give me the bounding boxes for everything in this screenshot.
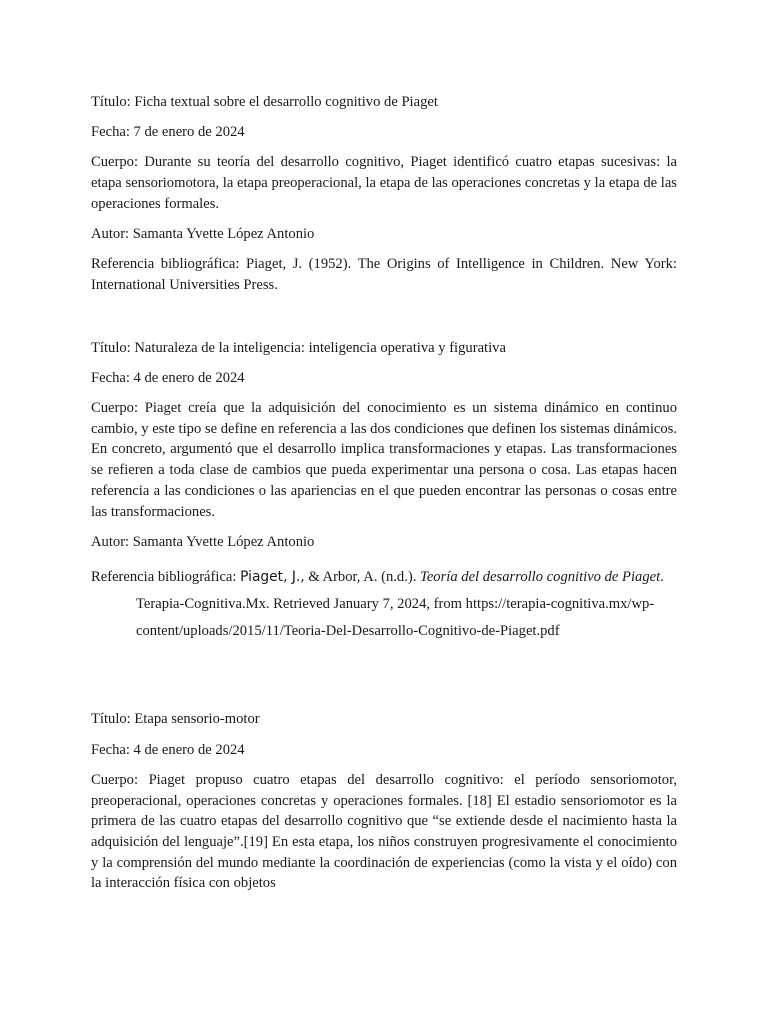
ficha-3-cuerpo: Cuerpo: Piaget propuso cuatro etapas del desarrollo cognitivo: el período sensoriomotor, preoperacional, operaciones concretas y operaciones formales. [18] El estadio sensoriomotor es la primera de las cuatro etapas del desarrollo cognitivo que “se extiende desde el nacimiento hasta la adquisición del lenguaje”.[19] En esta etapa, los niños construyen progresivamente el conocimiento y la comprensión del mundo mediante la coordinación de experiencias (como la vista y el oído) con la interacción física con objetos (91, 771, 677, 892)
ficha-1-cuerpo: Cuerpo: Durante su teoría del desarrollo cognitivo, Piaget identificó cuatro etapas sucesivas: la etapa sensoriomotora, la etapa preoperacional, la etapa de las operaciones concretas y la etapa de las operaciones formales. (91, 154, 677, 212)
ref-rest: . Terapia-Cognitiva.Mx. Retrieved January 7, 2024, from https://terapia-cognitiva.mx/wp-content/uploads/2015/11/Teoria-Del-Desarrollo-Cognitivo-de-Piaget.pdf (136, 569, 664, 640)
ficha-2-cuerpo: Cuerpo: Piaget creía que la adquisición del conocimiento es un sistema dinámico en continuo cambio, y este tipo se define en referencia a las dos condiciones que definen los sistemas dinámicos. En concreto, argumentó que el desarrollo implica transformaciones y etapas. Las transformaciones se refieren a toda clase de cambios que pueda experimentar una persona o cosa. Las etapas hacen referencia a las condiciones o las apariencias en el que pueden encontrar las personas o cosas entre las transformaciones. (91, 400, 677, 520)
ficha-1-referencia: Referencia bibliográfica: Piaget, J. (1952). The Origins of Intelligence in Children. New York: International Universities Press. (91, 256, 677, 293)
ficha-2-titulo: Título: Naturaleza de la inteligencia: inteligencia operativa y figurativa (91, 339, 506, 356)
ref-title: Teoría del desarrollo cognitivo de Piaget (420, 569, 661, 586)
ficha-2-autor: Autor: Samanta Yvette López Antonio (91, 533, 315, 550)
ficha-1-titulo: Título: Ficha textual sobre el desarrollo cognitivo de Piaget (91, 94, 438, 110)
ref-author: Piaget, J., (240, 569, 305, 586)
ficha-1-autor: Autor: Samanta Yvette López Antonio (91, 226, 315, 243)
ficha-3 (91, 709, 677, 894)
ficha-3-titulo: Título: Etapa sensorio-motor (91, 711, 260, 728)
ficha-1-fecha: Fecha: 7 de enero de 2024 (91, 124, 245, 141)
ficha-2-referencia (91, 564, 677, 645)
ficha-3-fecha: Fecha: 4 de enero de 2024 (91, 741, 245, 758)
ficha-1 (91, 92, 677, 296)
ref-mid: & Arbor, A. (n.d.). (304, 569, 421, 586)
document-page (91, 92, 677, 894)
ficha-2 (91, 338, 677, 646)
ficha-2-fecha: Fecha: 4 de enero de 2024 (91, 369, 245, 386)
ref-label: Referencia bibliográfica: (91, 569, 241, 586)
